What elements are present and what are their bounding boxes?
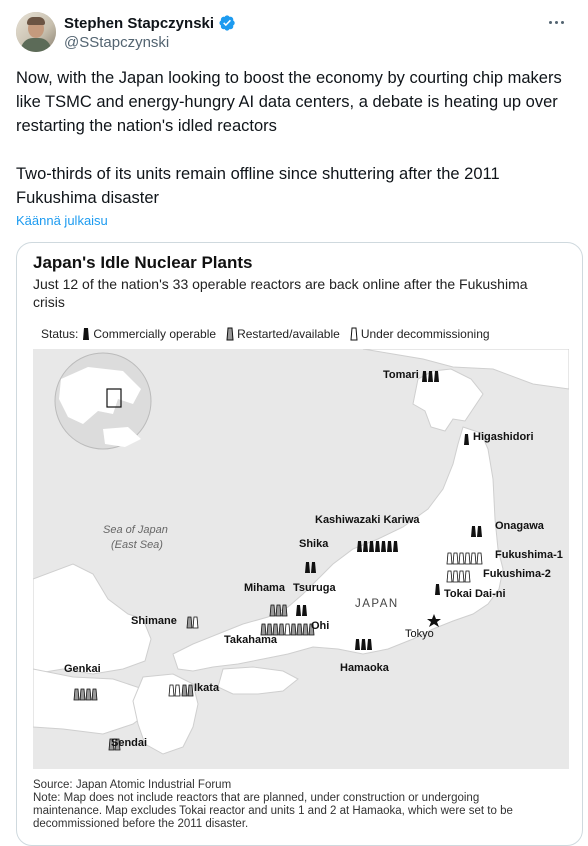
plant-label-mihama: Mihama bbox=[244, 582, 285, 594]
chart-source bbox=[33, 779, 533, 831]
verified-badge-icon bbox=[218, 14, 236, 32]
plant-label-shimane: Shimane bbox=[131, 615, 177, 627]
plant-label-kashiwazaki: Kashiwazaki Kariwa bbox=[315, 514, 420, 526]
chart-subtitle: Just 12 of the nation's 33 operable reactors are back online after the Fukushima crisis bbox=[33, 276, 528, 310]
plant-label-genkai: Genkai bbox=[64, 663, 101, 675]
plant-label-tsuruga: Tsuruga bbox=[293, 582, 336, 594]
author-handle[interactable]: @SStapczynski bbox=[64, 34, 170, 51]
reactor-icon bbox=[82, 327, 90, 341]
media-image-card[interactable] bbox=[16, 242, 583, 846]
plant-label-tokai: Tokai Dai-ni bbox=[444, 588, 506, 600]
tweet-paragraph: Two-thirds of its units remain offline since shuttering after the 2011 Fukushima disaster bbox=[16, 165, 500, 207]
legend-item-decommissioning: Under decommissioning bbox=[350, 327, 490, 341]
plant-label-hamaoka: Hamaoka bbox=[340, 662, 389, 674]
japan-map bbox=[33, 349, 569, 769]
more-options-icon[interactable] bbox=[542, 12, 570, 32]
source-line: Source: Japan Atomic Industrial Forum bbox=[33, 779, 232, 791]
legend bbox=[41, 327, 496, 341]
plant-label-shika: Shika bbox=[299, 538, 329, 550]
chart-title: Japan's Idle Nuclear Plants bbox=[33, 253, 253, 272]
reactor-icon bbox=[226, 327, 234, 341]
legend-item-commercial: Commercially operable bbox=[82, 327, 216, 341]
tweet-text bbox=[16, 66, 572, 210]
country-label: JAPAN bbox=[355, 598, 399, 610]
author-display-name[interactable]: Stephen Stapczynski bbox=[64, 14, 215, 32]
plant-label-fukushima2: Fukushima-2 bbox=[483, 568, 551, 580]
plant-label-fukushima1: Fukushima-1 bbox=[495, 549, 563, 561]
plant-label-ikata: Ikata bbox=[194, 682, 220, 694]
legend-status-label: Status: bbox=[41, 327, 79, 341]
plant-label-higashidori: Higashidori bbox=[473, 431, 534, 443]
city-label-tokyo: Tokyo bbox=[405, 628, 434, 640]
plant-label-takahama: Takahama bbox=[224, 634, 277, 646]
tweet-paragraph: Now, with the Japan looking to boost the economy by courting chip makers like TSMC and energy-hungry AI data centers, a debate is heating up over restarting the nation's idled reactors bbox=[16, 69, 562, 135]
plant-label-sendai: Sendai bbox=[111, 737, 148, 749]
map-land-shapes bbox=[33, 349, 569, 769]
plant-label-tomari: Tomari bbox=[383, 369, 419, 381]
tweet-header bbox=[16, 12, 572, 56]
legend-item-restarted: Restarted/available bbox=[226, 327, 340, 341]
sea-label: Sea of Japan bbox=[103, 524, 168, 536]
sea-label-sub: (East Sea) bbox=[111, 539, 163, 551]
plant-label-ohi: Ohi bbox=[311, 620, 330, 632]
plant-label-onagawa: Onagawa bbox=[495, 520, 544, 532]
avatar[interactable] bbox=[16, 12, 56, 52]
name-row bbox=[64, 14, 236, 32]
translate-link[interactable]: Käännä julkaisu bbox=[16, 213, 108, 228]
reactor-icon bbox=[350, 327, 358, 341]
note-line: Note: Map does not include reactors that are planned, under construction or undergoing maintenance. Map excludes Tokai reactor and units 1 and 2 at Hamaoka, which were set to be decommissioned before the 2011 disaster. bbox=[33, 792, 513, 830]
